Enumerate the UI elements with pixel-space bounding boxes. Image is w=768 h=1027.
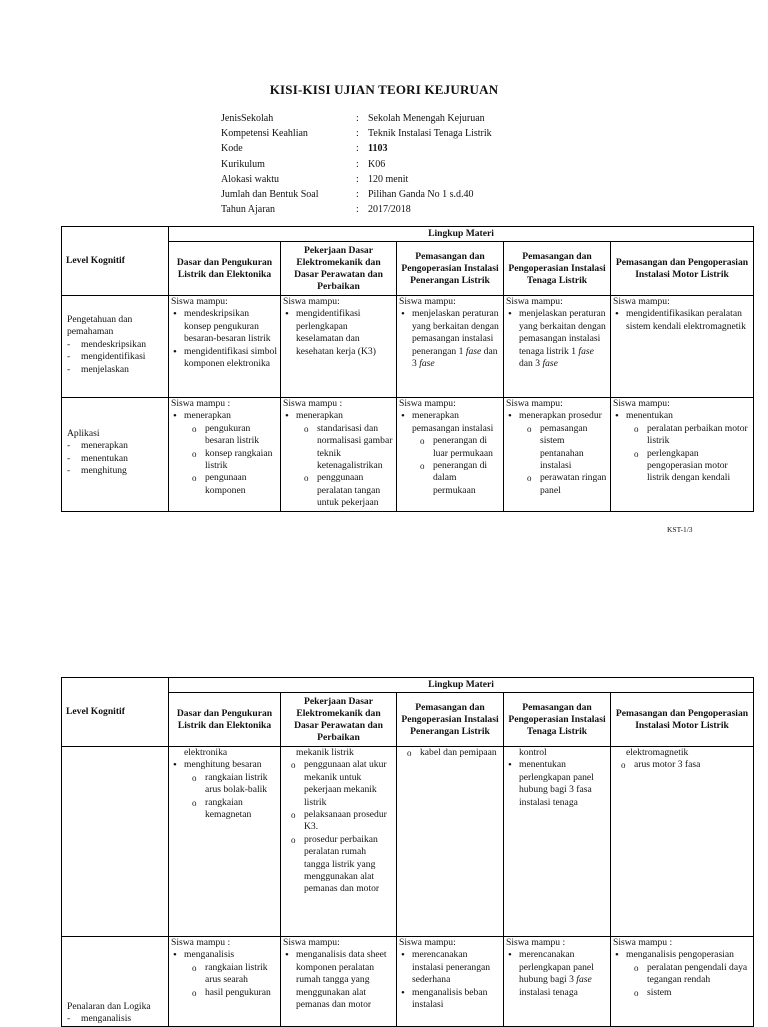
list-item: • menghitung besaran o rangkaian listrik arus bolak-balik o rangkaian kemagnetan [171,759,278,821]
info-label: Jumlah dan Bentuk Soal [221,188,319,200]
level-cell-penalaran [62,937,169,1027]
list-item: • menerapkan o pengukuran besaran listrik o konsep rangkaian listrik o pengunaan komponen [171,410,278,497]
list-item: • menerapkan pemasangan instalasi o penerangan di luar permukaan o penerangan di dalam permukaan [399,410,501,497]
kisi-kisi-table-page-2 [61,677,754,1027]
kisi-kisi-table-page-1 [61,226,754,512]
header-lingkup-materi: Lingkup Materi [169,678,754,693]
level-cell-empty [62,747,169,937]
cell-intro: Siswa mampu: [613,398,670,409]
page-footer-code: KST-1/3 [667,525,693,534]
info-colon: : [356,128,359,140]
cell-instalasi-penerangan [397,296,504,398]
cell-intro: Siswa mampu : [506,937,566,948]
sub-item: o penggunaan peralatan tangan untuk pekerjaan [300,472,394,509]
continued-text: mekanik listrik [296,747,354,758]
info-label: Kode [221,143,243,155]
cell-instalasi-motor [611,937,754,1027]
header-col-elektromekanik: Pekerjaan Dasar Elektromekanik dan Dasar Perawatan dan Perbaikan [281,693,397,747]
sub-item: o konsep rangkaian listrik [188,448,278,473]
cell-instalasi-penerangan [397,747,504,937]
cell-instalasi-tenaga [504,747,611,937]
info-value: Sekolah Menengah Kejuruan [368,113,485,124]
cell-elektromekanik [281,937,397,1027]
sub-item: o perawatan ringan panel [523,472,608,497]
level-title: Aplikasi [67,428,100,439]
sub-item: o pengunaan komponen [188,472,278,497]
sub-item: o rangkaian listrik arus searah [188,962,278,987]
cell-intro: Siswa mampu: [283,937,340,948]
header-col-instalasi-penerangan: Pemasangan dan Pengoperasian Instalasi Penerangan Listrik [397,693,504,747]
level-cell-aplikasi [62,398,169,512]
info-colon: : [356,188,359,200]
info-row-kurikulum [221,157,492,172]
header-col-instalasi-penerangan: Pemasangan dan Pengoperasian Instalasi Penerangan Listrik [397,242,504,296]
info-label: JenisSekolah [221,113,274,124]
info-row-alokasi-waktu [221,172,492,187]
cell-intro: Siswa mampu: [283,296,340,307]
info-colon: : [356,158,359,170]
info-row-kode [221,141,492,156]
info-row-kompetensi [221,126,492,141]
list-item: • menganalisis o rangkaian listrik arus searah o hasil pengukuran [171,949,278,999]
cell-elektromekanik [281,296,397,398]
cell-intro: Siswa mampu : [283,398,343,409]
list-item: • menganalisis beban instalasi [399,987,501,1012]
cell-dasar-pengukuran [169,747,281,937]
info-label: Tahun Ajaran [221,204,276,216]
cell-intro: Siswa mampu: [506,398,563,409]
info-row-tahun-ajaran [221,202,492,217]
info-label: Kompetensi Keahlian [221,128,308,140]
level-title: Penalaran dan Logika [67,1001,151,1012]
sub-item: o sistem [630,987,751,999]
header-col-instalasi-motor: Pemasangan dan Pengoperasian Instalasi Motor Listrik [611,242,754,296]
list-item: • mendeskripsikan konsep pengukuran besaran-besaran listrik [171,308,278,345]
cell-intro: Siswa mampu: [506,296,563,307]
info-row-jenis-sekolah [221,111,492,126]
info-colon: : [356,173,359,185]
cell-elektromekanik [281,398,397,512]
header-col-elektromekanik: Pekerjaan Dasar Elektromekanik dan Dasar Perawatan dan Perbaikan [281,242,397,296]
level-item: - menghitung [67,465,127,477]
info-value: Teknik Instalasi Tenaga Listrik [368,128,492,140]
level-item: - menganalisis [67,1013,132,1025]
cell-intro: Siswa mampu : [613,937,673,948]
info-colon: : [356,204,359,216]
sub-item: o standarisasi dan normalisasi gambar teknik ketenagalistrikan [300,423,394,473]
list-item: • mengidentifikasi simbol komponen elektronika [171,346,278,371]
cell-instalasi-penerangan [397,937,504,1027]
info-value: 1103 [368,143,388,155]
cell-intro: Siswa mampu: [171,296,228,307]
list-item: • menjelaskan peraturan yang berkaitan dengan pemasangan instalasi tenaga listrik 1 fase dan 3 fase [506,308,608,370]
sub-item: o kabel dan pemipaan [403,747,501,759]
sub-item: o prosedur perbaikan peralatan rumah tangga listrik yang menggunakan alat pemanas dan motor [287,834,394,896]
header-col-dasar-pengukuran: Dasar dan Pengukuran Listrik dan Elektonika [169,693,281,747]
continued-text: elektromagnetik [626,747,689,758]
sub-item: o penerangan di dalam permukaan [416,460,501,497]
cell-dasar-pengukuran [169,398,281,512]
cell-instalasi-tenaga [504,398,611,512]
list-item: • menerapkan o standarisasi dan normalisasi gambar teknik ketenagalistrikan o penggunaan peralatan tangan untuk pekerjaan [283,410,394,509]
level-item: - menjelaskan [67,363,129,375]
sub-item: o rangkaian kemagnetan [188,797,278,822]
level-cell-pengetahuan [62,296,169,398]
list-item: • menganalisis pengoperasian o peralatan pengendali daya tegangan rendah o sistem [613,949,751,999]
level-item: - menentukan [67,452,128,464]
cell-intro: Siswa mampu: [399,296,456,307]
list-item: • merencanakan perlengkapan panel hubung bagi 3 fase instalasi tenaga [506,949,608,999]
list-item: • menentukan o peralatan perbaikan motor listrik o perlengkapan pengoperasian motor listrik dengan kendali [613,410,751,484]
cell-instalasi-tenaga [504,296,611,398]
header-col-instalasi-tenaga: Pemasangan dan Pengoperasian Instalasi Tenaga Listrik [504,242,611,296]
header-col-instalasi-motor: Pemasangan dan Pengoperasian Instalasi Motor Listrik [611,693,754,747]
list-item: • menentukan perlengkapan panel hubung bagi 3 fasa instalasi tenaga [506,759,608,809]
list-item: • merencanakan instalasi penerangan sederhana [399,949,501,986]
cell-instalasi-motor [611,398,754,512]
sub-item: o penerangan di luar permukaan [416,435,501,460]
info-colon: : [356,113,359,124]
cell-instalasi-tenaga [504,937,611,1027]
cell-intro: Siswa mampu: [399,398,456,409]
sub-item: o penggunaan alat ukur mekanik untuk pekerjaan mekanik listrik [287,759,394,809]
sub-item: o pemasangan sistem pentanahan instalasi [523,423,608,473]
level-title: Pengetahuan dan pemahaman [67,314,133,338]
sub-item: o perlengkapan pengoperasian motor listrik dengan kendali [630,448,751,485]
header-level-kognitif: Level Kognitif [62,227,169,296]
header-col-instalasi-tenaga: Pemasangan dan Pengoperasian Instalasi Tenaga Listrik [504,693,611,747]
sub-item: o peralatan pengendali daya tegangan rendah [630,962,751,987]
cell-intro: Siswa mampu: [613,296,670,307]
info-colon: : [356,143,359,155]
info-value: 2017/2018 [368,204,411,216]
list-item: • mengidentifikasi perlengkapan keselamatan dan kesehatan kerja (K3) [283,308,394,358]
list-item: • menganalisis data sheet komponen peralatan rumah tangga yang menggunakan alat pemanas dan motor [283,949,394,1011]
cell-intro: Siswa mampu : [171,937,231,948]
exam-info [221,111,492,217]
info-label: Alokasi waktu [221,173,280,185]
header-col-dasar-pengukuran: Dasar dan Pengukuran Listrik dan Elektonika [169,242,281,296]
page-title: KISI-KISI UJIAN TEORI KEJURUAN [269,82,499,97]
cell-dasar-pengukuran [169,937,281,1027]
sub-item: o hasil pengukuran [188,987,278,999]
info-row-jumlah-soal [221,187,492,202]
cell-dasar-pengukuran [169,296,281,398]
sub-item: o rangkaian listrik arus bolak-balik [188,772,278,797]
list-item: • menjelaskan peraturan yang berkaitan dengan pemasangan instalasi penerangan 1 fase dan 3 fase [399,308,501,370]
sub-item: o pelaksanaan prosedur K3. [287,809,394,834]
info-label: Kurikulum [221,158,265,170]
sub-item: o pengukuran besaran listrik [188,423,278,448]
cell-elektromekanik [281,747,397,937]
sub-item: o arus motor 3 fasa [617,759,751,771]
continued-text: kontrol [519,747,547,758]
level-item: - mendeskripsikan [67,338,147,350]
header-lingkup-materi: Lingkup Materi [169,227,754,242]
info-value: K06 [368,158,386,170]
sub-item: o peralatan perbaikan motor listrik [630,423,751,448]
level-item: - menerapkan [67,440,128,452]
info-value: Pilihan Ganda No 1 s.d.40 [368,188,474,200]
cell-intro: Siswa mampu: [399,937,456,948]
continued-text: elektronika [184,747,228,758]
cell-instalasi-motor [611,747,754,937]
list-item: • mengidentifikasikan peralatan sistem kendali elektromagnetik [613,308,751,333]
cell-instalasi-motor [611,296,754,398]
list-item: • menerapkan prosedur o pemasangan sistem pentanahan instalasi o perawatan ringan panel [506,410,608,497]
cell-instalasi-penerangan [397,398,504,512]
header-level-kognitif: Level Kognitif [62,678,169,747]
level-item: - mengidentifikasi [67,351,146,363]
info-value: 120 menit [368,173,409,185]
cell-intro: Siswa mampu : [171,398,231,409]
